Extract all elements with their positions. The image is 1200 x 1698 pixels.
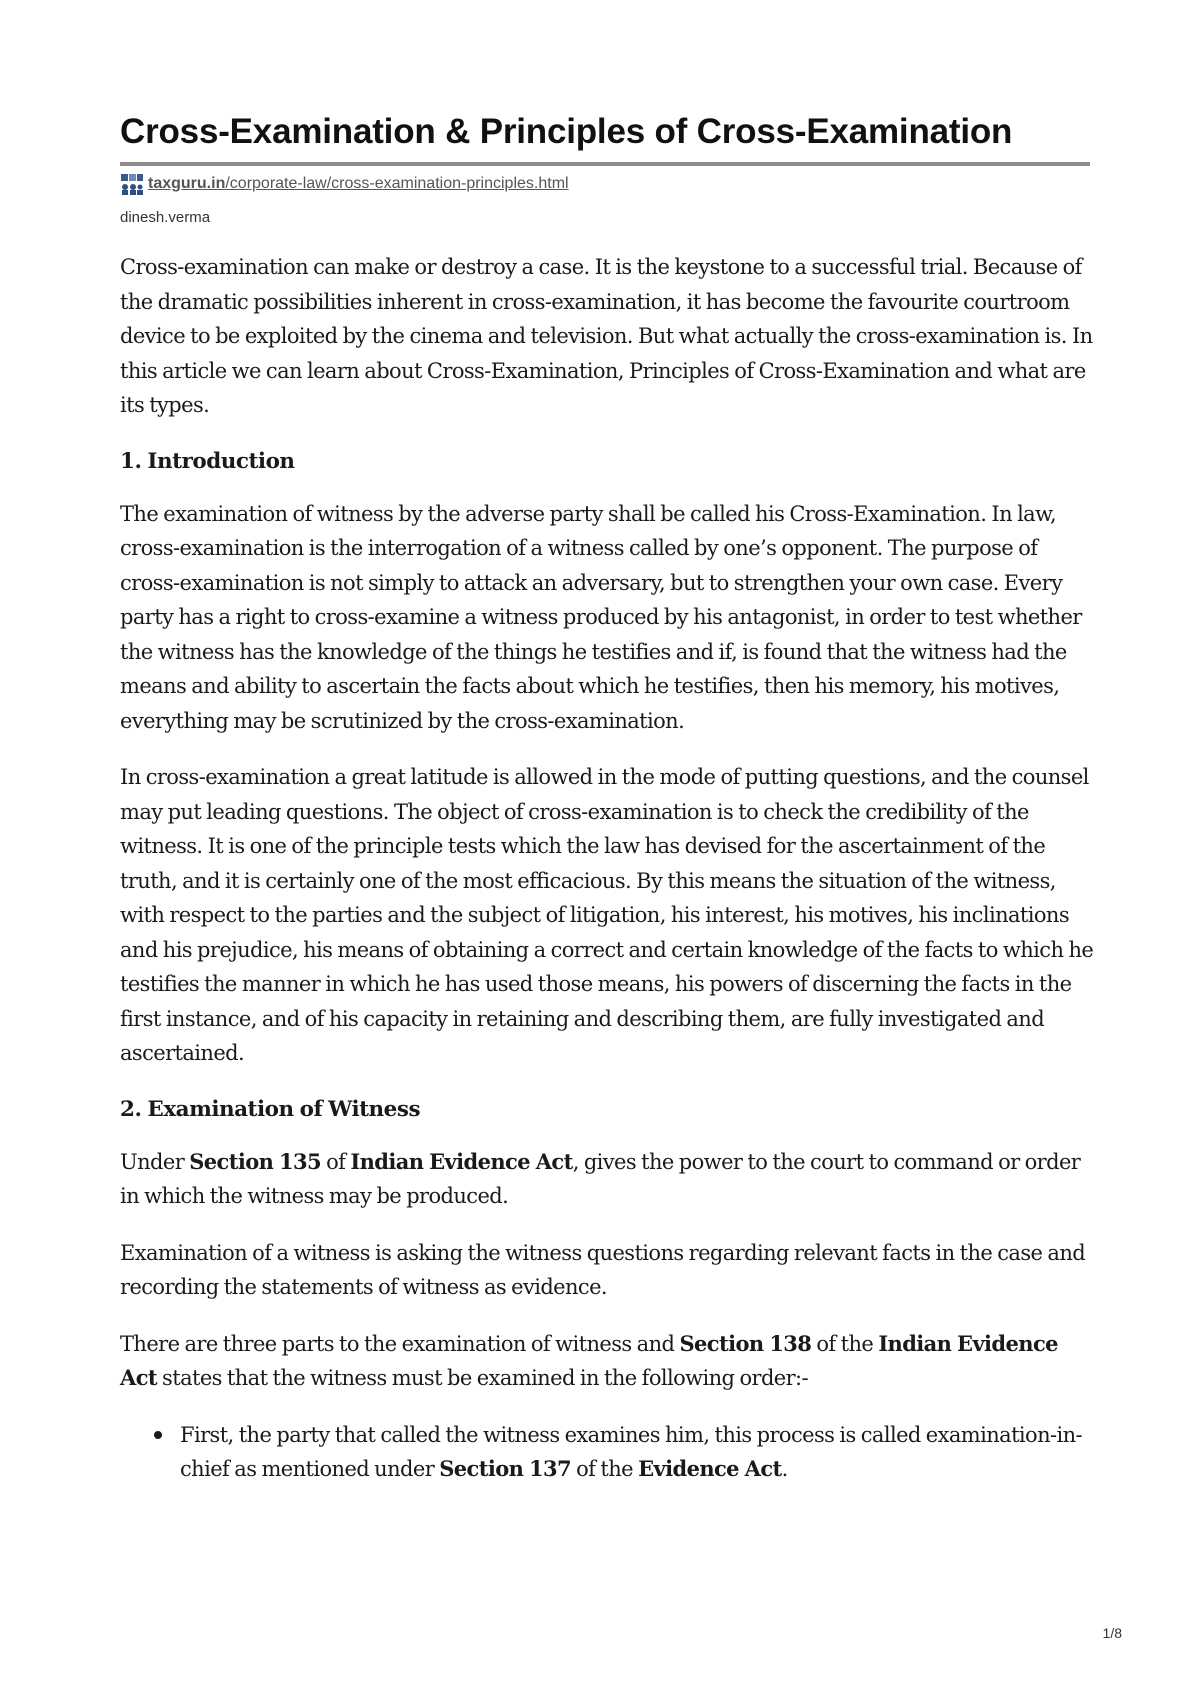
text-run: There are three parts to the examination of witness and <box>120 1331 680 1356</box>
bold-run: Indian Evidence Act <box>350 1148 573 1174</box>
bullet-icon <box>154 1431 162 1439</box>
examination-order-list <box>120 1418 1095 1487</box>
paragraph-section-135 <box>120 1145 1095 1214</box>
text-run: states that the witness must be examined in the following order:- <box>156 1366 809 1390</box>
paragraph-intro: Cross-examination can make or destroy a case. It is the keystone to a successful trial. Because of the dramatic possibilities inherent in cross-examination, it has become the favourite courtroom device to be exploited by the cinema and television. But what actually the cross-examination is. In this article we can learn about Cross-Examination, Principles of Cross-Examination and what are its types. <box>120 255 1093 417</box>
bold-run: Evidence Act <box>638 1456 782 1481</box>
author-name: dinesh.verma <box>120 209 211 226</box>
bold-run: Section 135 <box>189 1148 322 1174</box>
text-run: Under <box>120 1149 190 1174</box>
text-run: , gives the power to the court to command or order in which the witness may be produced. <box>120 1149 1081 1208</box>
page-number: 1/8 <box>1102 1625 1122 1641</box>
paragraph-latitude: In cross-examination a great latitude is allowed in the mode of putting questions, and the counsel may put leading questions. The object of cross-examination is to check the credibility of the witness. It is one of the principle tests which the law has devised for the ascertainment of the truth, and it is certainly one of the most efficacious. By this means the situation of the witness, with respect to the parties and the subject of litigation, his interest, his motives, his inclinations and his prejudice, his means of obtaining a correct and certain knowledge of the facts to which he testifies the manner in which he has used those means, his powers of discerning the facts in the first instance, and of his capacity in retaining and describing them, are fully investigated and ascertained. <box>120 765 1094 1065</box>
bold-run: Section 138 <box>679 1330 812 1356</box>
text-run: . <box>781 1457 788 1481</box>
title-divider <box>120 162 1090 166</box>
text-run: of the <box>811 1331 879 1356</box>
text-run: First, the party that called the witness examines him, this process is called examination-in-chief as mentioned under <box>180 1422 1083 1481</box>
source-line <box>120 173 1095 195</box>
article <box>120 108 1095 1487</box>
article-body <box>120 250 1095 1487</box>
taxguru-logo-icon <box>120 173 144 195</box>
bold-run: Section 137 <box>439 1456 572 1481</box>
list-item <box>180 1418 1095 1487</box>
heading-introduction: 1. Introduction <box>120 448 295 474</box>
text-run: of the <box>571 1457 639 1481</box>
bold-run: Indian Evidence Act <box>120 1330 1058 1390</box>
text-run: of <box>321 1149 351 1174</box>
source-link[interactable] <box>148 173 569 195</box>
source-path: /corporate-law/cross-examination-principles.html <box>225 175 569 192</box>
paragraph-section-138 <box>120 1327 1095 1396</box>
article-title: Cross-Examination & Principles of Cross-Examination <box>120 112 1013 151</box>
paragraph-examination-meaning: Examination of a witness is asking the witness questions regarding relevant facts in the case and recording the statements of witness as evidence. <box>120 1240 1086 1299</box>
source-domain: taxguru.in <box>148 175 226 192</box>
paragraph-definition: The examination of witness by the adverse party shall be called his Cross-Examination. In law, cross-examination is the interrogation of a witness called by one’s opponent. The purpose of cross-examination is not simply to attack an adversary, but to strengthen your own case. Every party has a right to cross-examine a witness produced by his antagonist, in order to test whether the witness has the knowledge of the things he testifies and if, is found that the witness had the means and ability to ascertain the facts about which he testifies, then his memory, his motives, everything may be scrutinized by the cross-examination. <box>120 501 1082 733</box>
heading-examination-of-witness: 2. Examination of Witness <box>120 1096 421 1122</box>
